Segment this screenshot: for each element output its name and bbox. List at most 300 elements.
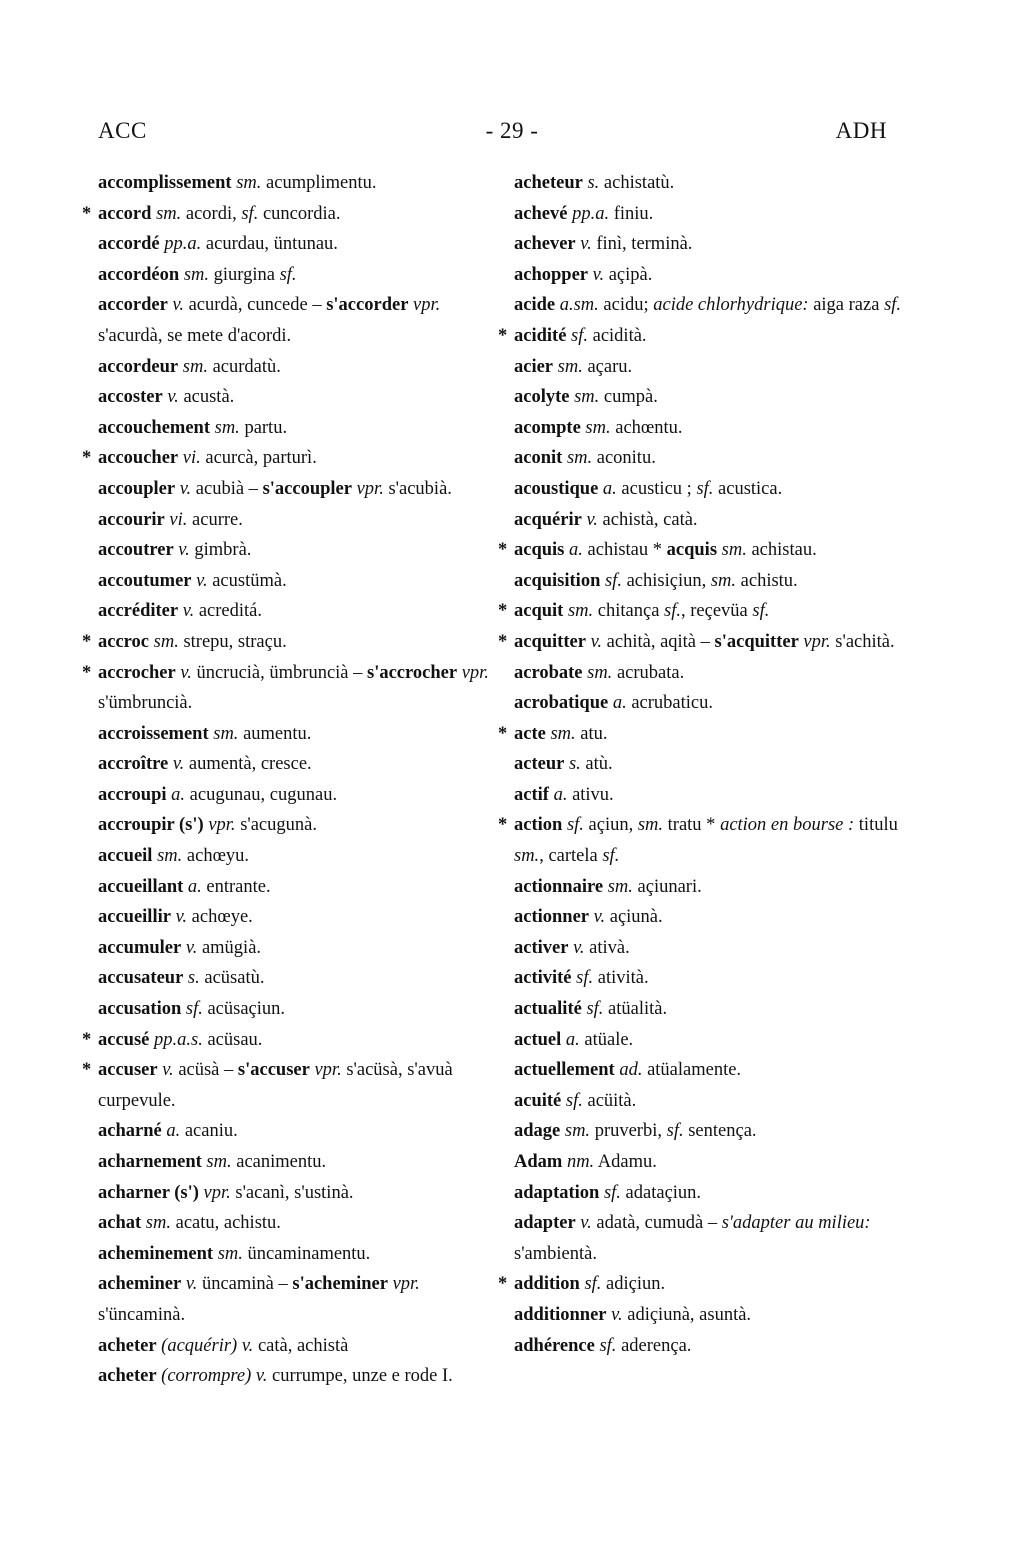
dictionary-entry bbox=[98, 505, 490, 536]
translation-text: strepu, straçu. bbox=[178, 631, 287, 652]
grammar-label: s. bbox=[568, 754, 581, 775]
translation-text: acumplimentu. bbox=[261, 173, 377, 193]
dictionary-entry bbox=[98, 1361, 490, 1392]
grammar-label: v. bbox=[593, 907, 606, 928]
grammar-label: a. bbox=[565, 1029, 580, 1050]
translation-text: , cartela bbox=[539, 846, 603, 867]
headword: aconit bbox=[514, 448, 563, 469]
dictionary-entry bbox=[98, 872, 490, 903]
grammar-label: sm. bbox=[153, 631, 179, 652]
headword: actuel bbox=[514, 1029, 562, 1050]
headword: addition bbox=[514, 1274, 580, 1295]
translation-text: titulu bbox=[854, 815, 898, 836]
dictionary-entry bbox=[514, 413, 906, 444]
running-head-left: ACC bbox=[98, 118, 147, 143]
grammar-label: sf. bbox=[602, 846, 620, 867]
headword: actif bbox=[514, 784, 549, 805]
dictionary-column-left bbox=[98, 168, 490, 1392]
grammar-label: sm. bbox=[564, 1121, 591, 1142]
dictionary-entry bbox=[514, 260, 906, 291]
grammar-label: sf. bbox=[604, 570, 622, 591]
translation-text: adiçiunà, asuntà. bbox=[622, 1304, 752, 1325]
dictionary-entry bbox=[514, 382, 906, 413]
grammar-label: sf. bbox=[586, 999, 604, 1020]
translation-text: acüsau. bbox=[202, 1029, 263, 1050]
headword: actionner bbox=[514, 907, 590, 928]
headword: accorder bbox=[98, 295, 168, 316]
grammar-label: sm. bbox=[710, 570, 737, 591]
dictionary-entry bbox=[98, 1269, 490, 1330]
grammar-label: sf. bbox=[584, 1274, 602, 1295]
dictionary-entry bbox=[98, 963, 490, 994]
grammar-label: s. bbox=[187, 968, 200, 989]
grammar-label: sm. bbox=[574, 387, 600, 408]
translation-text: atu. bbox=[575, 723, 608, 744]
dictionary-entry bbox=[514, 810, 906, 871]
dictionary-entry bbox=[514, 1300, 906, 1331]
translation-text: aconitu. bbox=[592, 448, 656, 469]
dictionary-entry bbox=[514, 474, 906, 505]
translation-text: achistatù. bbox=[599, 173, 675, 193]
dictionary-entry bbox=[98, 658, 490, 719]
grammar-label: sf. bbox=[884, 295, 902, 316]
translation-text: acaniu. bbox=[180, 1121, 238, 1142]
headword: acteur bbox=[514, 754, 565, 775]
grammar-label: sf. bbox=[241, 203, 259, 224]
headword: acrobate bbox=[514, 662, 583, 683]
dictionary-entry bbox=[514, 352, 906, 383]
headword: acquis bbox=[514, 540, 565, 561]
grammar-label: s'adapter au milieu: bbox=[721, 1213, 871, 1234]
headword: acolyte bbox=[514, 387, 570, 408]
translation-text: cuncordia. bbox=[258, 203, 341, 224]
translation-text: acurdà, cuncede – bbox=[183, 295, 327, 316]
headword: activité bbox=[514, 968, 572, 989]
grammar-label: v. bbox=[586, 509, 598, 530]
translation-text: Adamu. bbox=[594, 1152, 657, 1172]
headword: acheter bbox=[98, 1366, 157, 1387]
dictionary-entry bbox=[98, 719, 490, 750]
grammar-label: vpr. bbox=[803, 631, 831, 652]
translation-text: s'acubià. bbox=[383, 478, 452, 499]
grammar-label: sm. bbox=[721, 540, 747, 561]
translation-text: achœyu. bbox=[182, 846, 250, 867]
dictionary-entry bbox=[514, 872, 906, 903]
translation-text: açaru. bbox=[582, 356, 633, 377]
headword: additionner bbox=[514, 1304, 607, 1325]
grammar-label: v. bbox=[172, 295, 184, 316]
translation-text: acurcà, parturì. bbox=[200, 448, 317, 469]
translation-text: acubià – bbox=[191, 478, 263, 499]
translation-text: atüale. bbox=[579, 1029, 634, 1050]
translation-text: atüalamente. bbox=[642, 1060, 742, 1081]
translation-text: üncrucià, ümbruncià – bbox=[191, 662, 367, 683]
translation-text: s'acurdà, se mete d'acordi. bbox=[98, 325, 292, 346]
grammar-label: sf. bbox=[696, 478, 714, 499]
translation-text: acustümà. bbox=[207, 570, 287, 591]
grammar-label: acide chlorhydrique: bbox=[653, 295, 809, 316]
dictionary-entry bbox=[514, 1055, 906, 1086]
headword: adapter bbox=[514, 1213, 576, 1234]
headword: achat bbox=[98, 1213, 142, 1234]
translation-text: acurdatù. bbox=[207, 356, 281, 377]
grammar-label: vi. bbox=[169, 509, 188, 530]
dictionary-entry bbox=[514, 229, 906, 260]
headword: acquit bbox=[514, 601, 564, 622]
dictionary-entry bbox=[98, 566, 490, 597]
grammar-label: vpr. bbox=[461, 662, 489, 683]
headword: acheminement bbox=[98, 1243, 214, 1264]
translation-text: achità, aqità – bbox=[602, 631, 715, 652]
dictionary-entry bbox=[514, 1331, 906, 1362]
translation-text: pruverbi, bbox=[590, 1121, 667, 1142]
grammar-label: pp.a. bbox=[164, 234, 202, 255]
grammar-label: nm. bbox=[566, 1152, 595, 1172]
dictionary-entry bbox=[98, 168, 490, 199]
translation-text: acustica. bbox=[713, 478, 783, 499]
dictionary-entry bbox=[98, 841, 490, 872]
translation-text: partu. bbox=[239, 417, 288, 438]
headword: accoupler bbox=[98, 478, 176, 499]
translation-text: aiga raza bbox=[808, 295, 885, 316]
grammar-label: sf. bbox=[664, 601, 681, 622]
translation-text: catà, achistà bbox=[253, 1335, 349, 1356]
grammar-label: v. bbox=[590, 631, 603, 652]
grammar-label: s. bbox=[587, 173, 600, 193]
grammar-label: sf. bbox=[752, 601, 770, 622]
grammar-label: v. bbox=[167, 387, 179, 408]
headword: accrocher bbox=[98, 662, 176, 683]
headword: action bbox=[514, 815, 563, 836]
dictionary-entry bbox=[98, 1025, 490, 1056]
headword: accusé bbox=[98, 1029, 150, 1050]
dictionary-entry bbox=[98, 1178, 490, 1209]
translation-text: adataçiun. bbox=[620, 1182, 702, 1203]
headword: s'accrocher bbox=[367, 662, 458, 683]
translation-text: chitança bbox=[593, 601, 665, 622]
grammar-label: ad. bbox=[619, 1060, 643, 1081]
translation-text: giurgina bbox=[209, 264, 280, 285]
headword: acoustique bbox=[514, 478, 599, 499]
dictionary-entry bbox=[98, 199, 490, 230]
dictionary-entry bbox=[98, 780, 490, 811]
translation-text: acurdau, üntunau. bbox=[201, 234, 338, 255]
dictionary-entry bbox=[98, 1331, 490, 1362]
grammar-label: sm. bbox=[217, 1243, 243, 1264]
translation-text: s'achità. bbox=[830, 631, 895, 652]
translation-text: üncaminà – bbox=[197, 1274, 293, 1295]
dictionary-entry bbox=[98, 933, 490, 964]
grammar-label: pp.a. bbox=[572, 203, 610, 224]
translation-text: acrubaticu. bbox=[626, 693, 714, 714]
translation-text: s'acugunà. bbox=[235, 815, 317, 836]
dictionary-entry bbox=[514, 1178, 906, 1209]
headword: accroupir (s') bbox=[98, 815, 204, 836]
grammar-label: sf. bbox=[666, 1121, 684, 1142]
grammar-label: v. bbox=[178, 540, 190, 561]
grammar-label: sm. bbox=[206, 1152, 232, 1172]
dictionary-entry bbox=[514, 535, 906, 566]
headword: accord bbox=[98, 203, 152, 224]
grammar-label: v. bbox=[179, 478, 192, 499]
dictionary-entry bbox=[514, 658, 906, 689]
grammar-label: vi. bbox=[182, 448, 201, 469]
translation-text: atività. bbox=[593, 968, 649, 989]
dictionary-entry bbox=[514, 749, 906, 780]
grammar-label: sf. bbox=[565, 1090, 583, 1111]
headword: accoster bbox=[98, 387, 163, 408]
dictionary-entry bbox=[514, 688, 906, 719]
headword: accumuler bbox=[98, 937, 182, 958]
grammar-label: vpr. bbox=[314, 1060, 342, 1081]
dictionary-entry bbox=[514, 1147, 906, 1178]
dictionary-entry bbox=[514, 719, 906, 750]
grammar-label: sm. bbox=[182, 356, 208, 377]
headword: achevé bbox=[514, 203, 568, 224]
dictionary-entry bbox=[514, 994, 906, 1025]
translation-text: açiunà. bbox=[605, 907, 663, 928]
translation-text: achistau * bbox=[582, 540, 667, 561]
translation-text: s'ümbruncià. bbox=[98, 693, 193, 714]
headword: achopper bbox=[514, 264, 588, 285]
dictionary-entry bbox=[514, 1208, 906, 1269]
grammar-label: v. bbox=[592, 264, 605, 285]
headword: accoutrer bbox=[98, 540, 174, 561]
dictionary-entry bbox=[98, 382, 490, 413]
translation-text: acordi, bbox=[181, 203, 242, 224]
grammar-label: a. bbox=[171, 784, 186, 805]
translation-text: aumentà, cresce. bbox=[184, 754, 312, 775]
dictionary-entry bbox=[514, 596, 906, 627]
dictionary-entry bbox=[514, 1116, 906, 1147]
translation-text: sentença. bbox=[683, 1121, 757, 1142]
dictionary-entry bbox=[98, 596, 490, 627]
dictionary-entry bbox=[98, 443, 490, 474]
grammar-label: a. bbox=[553, 784, 568, 805]
headword: acquisition bbox=[514, 570, 601, 591]
grammar-label: sm. bbox=[236, 173, 262, 193]
headword: adaptation bbox=[514, 1182, 600, 1203]
translation-text: s'acüsà, s'avuà curpevule. bbox=[98, 1060, 453, 1111]
headword: acheter bbox=[98, 1335, 157, 1356]
grammar-label: vpr. bbox=[392, 1274, 420, 1295]
translation-text: achistà, catà. bbox=[597, 509, 698, 530]
grammar-label: sf. bbox=[571, 325, 588, 346]
translation-text: acidità. bbox=[588, 325, 647, 346]
dictionary-entry bbox=[98, 1239, 490, 1270]
headword: acharné bbox=[98, 1121, 162, 1142]
headword: accoutumer bbox=[98, 570, 192, 591]
dictionary-entry bbox=[98, 1055, 490, 1116]
dictionary-entry bbox=[514, 902, 906, 933]
headword: actualité bbox=[514, 999, 582, 1020]
grammar-label: vpr. bbox=[356, 478, 384, 499]
headword: acquérir bbox=[514, 509, 582, 530]
headword: s'accuser bbox=[237, 1060, 310, 1081]
headword: accusation bbox=[98, 999, 182, 1020]
grammar-label: sf. bbox=[566, 815, 584, 836]
dictionary-entry bbox=[514, 168, 906, 199]
grammar-label: sm. bbox=[145, 1213, 171, 1234]
grammar-label: (corrompre) bbox=[161, 1366, 252, 1387]
headword: accordé bbox=[98, 234, 160, 255]
translation-text: entrante. bbox=[201, 876, 271, 897]
headword: acompte bbox=[514, 417, 581, 438]
headword: accuser bbox=[98, 1060, 158, 1081]
translation-text: s'üncaminà. bbox=[98, 1304, 186, 1325]
translation-text: ativu. bbox=[567, 784, 614, 805]
grammar-label: v. bbox=[580, 1213, 592, 1234]
headword: Adam bbox=[514, 1152, 563, 1172]
grammar-label: (acquérir) bbox=[161, 1335, 238, 1356]
translation-text: achœye. bbox=[187, 907, 253, 928]
headword: acheteur bbox=[514, 173, 583, 193]
grammar-label: sm. bbox=[213, 723, 239, 744]
dictionary-entry bbox=[514, 1086, 906, 1117]
dictionary-entry bbox=[514, 443, 906, 474]
grammar-label: v. bbox=[172, 754, 185, 775]
headword: acte bbox=[514, 723, 546, 744]
headword: s'acheminer bbox=[292, 1274, 388, 1295]
grammar-label: sf. bbox=[599, 1335, 617, 1356]
headword: accueil bbox=[98, 846, 153, 867]
headword: actionnaire bbox=[514, 876, 604, 897]
dictionary-entry bbox=[98, 474, 490, 505]
translation-text: amügià. bbox=[197, 937, 262, 958]
headword: actuellement bbox=[514, 1060, 615, 1081]
dictionary-entry bbox=[98, 1208, 490, 1239]
headword: achever bbox=[514, 234, 576, 255]
dictionary-entry bbox=[514, 566, 906, 597]
translation-text: acustà. bbox=[178, 387, 235, 408]
headword: acide bbox=[514, 295, 556, 316]
translation-text: gimbrà. bbox=[189, 540, 252, 561]
grammar-label: vpr. bbox=[413, 295, 441, 316]
grammar-label: sm. bbox=[157, 846, 183, 867]
dictionary-entry bbox=[98, 902, 490, 933]
translation-text: acurre. bbox=[187, 509, 243, 530]
grammar-label: v. bbox=[162, 1060, 174, 1081]
translation-text: aderença. bbox=[616, 1335, 692, 1356]
running-head-right: ADH bbox=[835, 118, 887, 143]
translation-text: atüalità. bbox=[603, 999, 668, 1020]
translation-text: acanimentu. bbox=[231, 1152, 327, 1172]
headword: acharner (s') bbox=[98, 1182, 199, 1203]
grammar-label: a. bbox=[187, 876, 202, 897]
grammar-label: v. bbox=[185, 1274, 198, 1295]
headword: accordéon bbox=[98, 264, 180, 285]
headword: acheminer bbox=[98, 1274, 182, 1295]
headword: s'accorder bbox=[326, 295, 409, 316]
grammar-label: v. bbox=[611, 1304, 623, 1325]
headword: accroître bbox=[98, 754, 169, 775]
translation-text: , reçevüa bbox=[681, 601, 753, 622]
headword: accomplissement bbox=[98, 173, 232, 193]
translation-text: acüsatù. bbox=[199, 968, 265, 989]
dictionary-entry bbox=[98, 1116, 490, 1147]
grammar-label: v. bbox=[196, 570, 208, 591]
translation-text: achisiçiun, bbox=[621, 570, 711, 591]
headword: accueillir bbox=[98, 907, 171, 928]
headword: acrobatique bbox=[514, 693, 609, 714]
translation-text: üncaminamentu. bbox=[242, 1243, 371, 1264]
dictionary-entry bbox=[98, 290, 490, 351]
translation-text: açipà. bbox=[604, 264, 653, 285]
grammar-label: v. bbox=[241, 1335, 254, 1356]
headword: acquis bbox=[666, 540, 718, 561]
translation-text: acüità. bbox=[582, 1090, 637, 1111]
translation-text: s'acanì, s'ustinà. bbox=[230, 1182, 354, 1203]
dictionary-entry bbox=[98, 749, 490, 780]
headword: s'accoupler bbox=[262, 478, 352, 499]
dictionary-entry bbox=[514, 933, 906, 964]
grammar-label: v. bbox=[255, 1366, 268, 1387]
grammar-label: sm. bbox=[550, 723, 576, 744]
dictionary-entry bbox=[514, 290, 906, 321]
translation-text: açiunari. bbox=[632, 876, 702, 897]
translation-text: adiçiun. bbox=[601, 1274, 666, 1295]
headword: accourir bbox=[98, 509, 165, 530]
headword: accroc bbox=[98, 631, 150, 652]
headword: accusateur bbox=[98, 968, 184, 989]
grammar-label: action en bourse : bbox=[720, 815, 855, 836]
translation-text: finiu. bbox=[609, 203, 654, 224]
headword: s'acquitter bbox=[714, 631, 799, 652]
dictionary-column-right bbox=[514, 168, 906, 1361]
grammar-label: a. bbox=[166, 1121, 181, 1142]
dictionary-entry bbox=[514, 1269, 906, 1300]
translation-text: acusticu ; bbox=[616, 478, 697, 499]
grammar-label: sf. bbox=[576, 968, 594, 989]
translation-text: acüsà – bbox=[173, 1060, 238, 1081]
headword: activer bbox=[514, 937, 569, 958]
dictionary-entry bbox=[98, 260, 490, 291]
dictionary-entry bbox=[98, 229, 490, 260]
translation-text: atù. bbox=[580, 754, 613, 775]
grammar-label: sm. bbox=[156, 203, 182, 224]
grammar-label: vpr. bbox=[203, 1182, 231, 1203]
translation-text: acreditá. bbox=[194, 601, 262, 622]
headword: acidité bbox=[514, 325, 567, 346]
grammar-label: sm. bbox=[607, 876, 633, 897]
grammar-label: v. bbox=[180, 662, 192, 683]
grammar-label: v. bbox=[580, 234, 592, 255]
translation-text: finì, terminà. bbox=[591, 234, 693, 255]
grammar-label: a. bbox=[569, 540, 583, 561]
grammar-label: v. bbox=[185, 937, 198, 958]
dictionary-entry bbox=[514, 627, 906, 658]
dictionary-entry bbox=[514, 199, 906, 230]
dictionary-entry bbox=[514, 780, 906, 811]
headword: accordeur bbox=[98, 356, 179, 377]
dictionary-entry bbox=[98, 627, 490, 658]
translation-text: achistau. bbox=[746, 540, 817, 561]
headword: acquitter bbox=[514, 631, 586, 652]
page-number: - 29 - bbox=[485, 118, 539, 143]
dictionary-entry bbox=[98, 352, 490, 383]
dictionary-entry bbox=[98, 1147, 490, 1178]
grammar-label: v. bbox=[175, 907, 188, 928]
grammar-label: vpr. bbox=[208, 815, 236, 836]
translation-text: açiun, bbox=[583, 815, 638, 836]
grammar-label: a.sm. bbox=[559, 295, 599, 316]
grammar-label: a. bbox=[612, 693, 627, 714]
grammar-label: sm. bbox=[567, 601, 594, 622]
grammar-label: pp.a.s. bbox=[154, 1029, 203, 1050]
grammar-label: sm. bbox=[214, 417, 240, 438]
grammar-label: sm. bbox=[585, 417, 611, 438]
headword: adage bbox=[514, 1121, 561, 1142]
